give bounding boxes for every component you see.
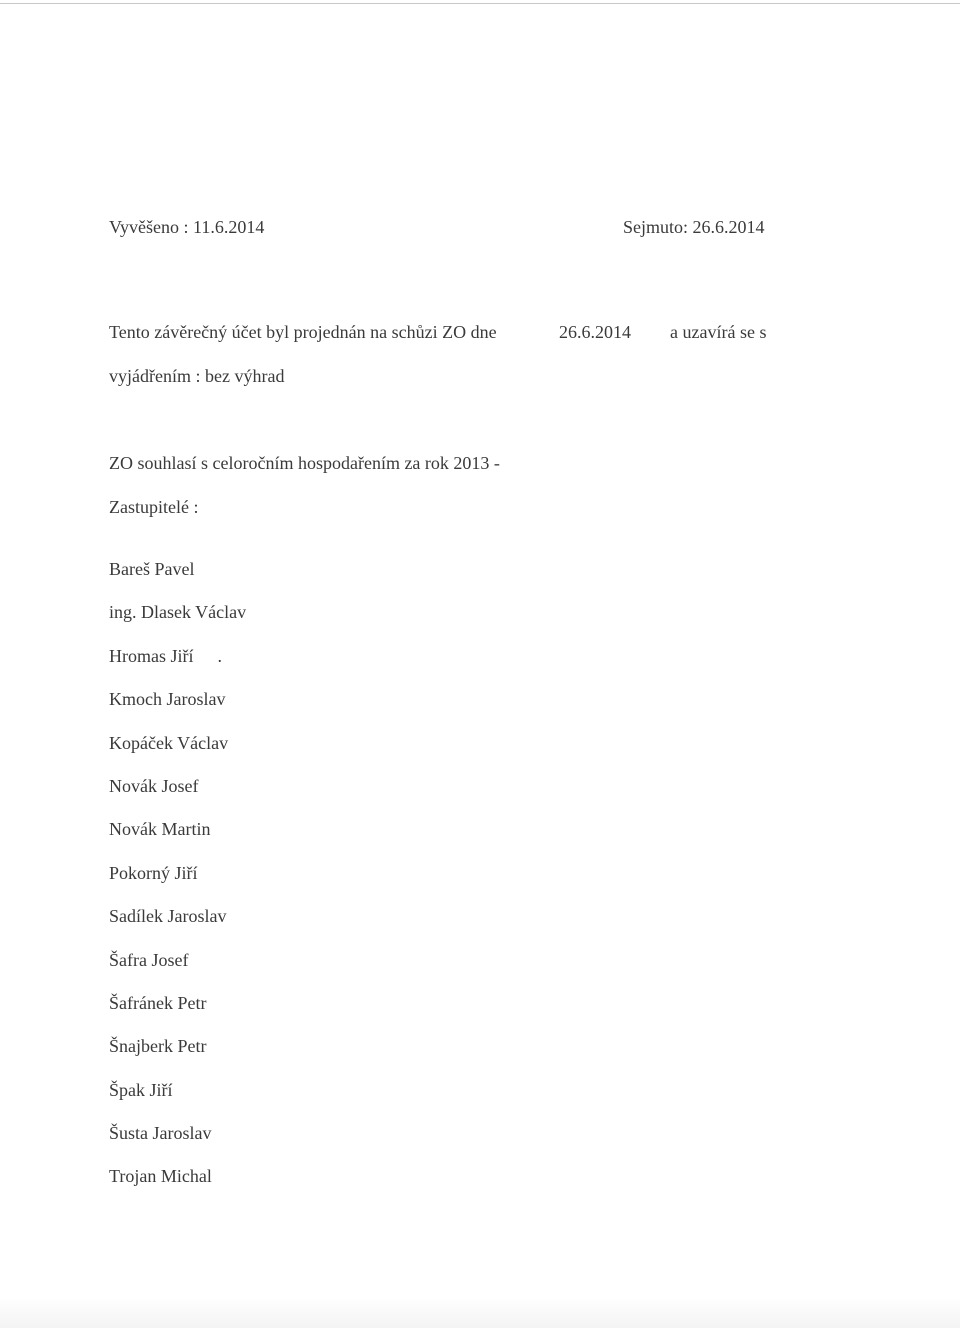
list-item	[109, 1122, 246, 1165]
removed-date: Sejmuto: 26.6.2014	[623, 217, 765, 237]
statement-meeting-date: 26.6.2014	[559, 322, 631, 342]
representative-name: Kopáček Václav	[109, 732, 229, 753]
agreement-statement: ZO souhlasí s celoročním hospodařením za rok 2013 -	[109, 453, 500, 473]
list-item	[109, 558, 246, 601]
representative-name: Šnajberk Petr	[109, 1036, 207, 1057]
representative-name: Hromas Jiří	[109, 645, 194, 666]
list-item	[109, 1165, 246, 1208]
list-item	[109, 645, 246, 688]
representative-name: Novák Josef	[109, 775, 199, 796]
list-item	[109, 992, 246, 1035]
list-item	[109, 601, 246, 644]
stray-mark: .	[217, 645, 222, 666]
posted-date: Vyvěšeno : 11.6.2014	[109, 217, 265, 237]
representative-name: Kmoch Jaroslav	[109, 689, 226, 710]
representative-name: ing. Dlasek Václav	[109, 602, 247, 623]
representative-name: Šafra Josef	[109, 949, 189, 970]
representative-name: Bareš Pavel	[109, 559, 195, 579]
statement-line-2: vyjádřením : bez výhrad	[109, 366, 285, 386]
representative-name: Pokorný Jiří	[109, 862, 198, 883]
list-item	[109, 949, 246, 992]
list-item	[109, 688, 246, 731]
representative-name: Špak Jiří	[109, 1079, 173, 1100]
list-item	[109, 818, 246, 861]
representatives-heading: Zastupitelé :	[109, 497, 199, 517]
list-item	[109, 862, 246, 905]
representative-name: Novák Martin	[109, 819, 211, 840]
representative-name: Šafránek Petr	[109, 992, 207, 1013]
statement-line-1-tail: a uzavírá se s	[670, 322, 767, 342]
representative-name: Šusta Jaroslav	[109, 1123, 212, 1144]
list-item	[109, 905, 246, 948]
scan-bottom-shade	[0, 1298, 960, 1328]
representative-name: Trojan Michal	[109, 1166, 212, 1187]
representative-name: Sadílek Jaroslav	[109, 906, 227, 927]
statement-line-1-text: Tento závěrečný účet byl projednán na schůzi ZO dne	[109, 322, 497, 342]
representatives-list	[109, 558, 246, 1209]
scan-top-edge	[0, 3, 960, 4]
list-item	[109, 775, 246, 818]
list-item	[109, 1079, 246, 1122]
list-item	[109, 1035, 246, 1078]
list-item	[109, 732, 246, 775]
